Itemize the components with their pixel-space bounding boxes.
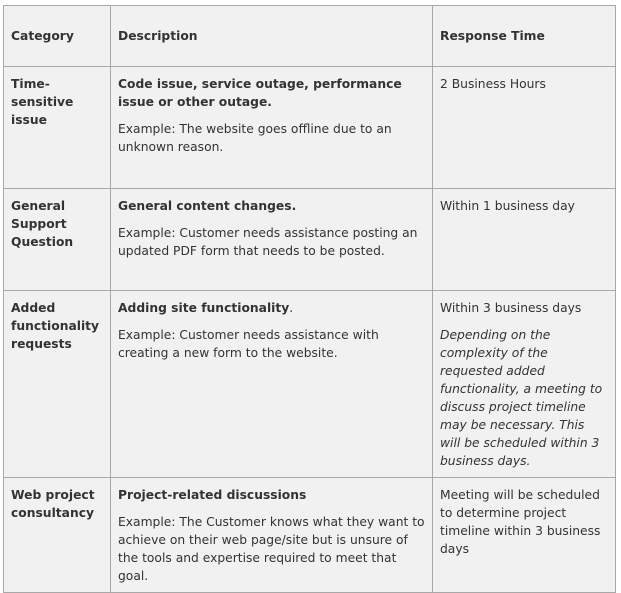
description-title: Adding site functionality.	[118, 301, 294, 315]
description-example: Example: The website goes offline due to an unknown reason.	[118, 122, 392, 154]
category-cell: Added functionality requests	[4, 291, 111, 478]
header-category: Category	[4, 6, 111, 67]
description-title: Code issue, service outage, performance issue or other outage.	[118, 77, 402, 109]
category-cell: Web project consultancy	[4, 478, 111, 593]
service-level-table	[3, 5, 616, 593]
response-note: Depending on the complexity of the requested added functionality, a meeting to discuss project timeline may be necessary. This will be scheduled within 3 business days.	[440, 328, 603, 468]
response-time: Within 3 business days	[440, 301, 582, 315]
description-cell	[111, 67, 433, 189]
header-description: Description	[111, 6, 433, 67]
category-cell: General Support Question	[4, 189, 111, 291]
header-response-time: Response Time	[433, 6, 616, 67]
response-cell	[433, 478, 616, 593]
response-cell	[433, 67, 616, 189]
description-title: General content changes.	[118, 199, 297, 213]
description-cell	[111, 478, 433, 593]
table-row	[4, 478, 616, 593]
table-row	[4, 67, 616, 189]
description-cell	[111, 291, 433, 478]
response-time: Within 1 business day	[440, 199, 575, 213]
description-example: Example: Customer needs assistance posting an updated PDF form that needs to be posted.	[118, 226, 418, 258]
description-title: Project-related discussions	[118, 488, 307, 502]
table-row	[4, 291, 616, 478]
table-row	[4, 189, 616, 291]
response-cell	[433, 291, 616, 478]
response-time: 2 Business Hours	[440, 77, 546, 91]
response-cell	[433, 189, 616, 291]
category-cell: Time-sensitive issue	[4, 67, 111, 189]
description-example: Example: The Customer knows what they want to achieve on their web page/site but is unsure of the tools and expertise required to meet that goal.	[118, 515, 425, 583]
header-row	[4, 6, 616, 67]
description-cell	[111, 189, 433, 291]
response-time: Meeting will be scheduled to determine project timeline within 3 business days	[440, 488, 601, 556]
description-example: Example: Customer needs assistance with creating a new form to the website.	[118, 328, 379, 360]
